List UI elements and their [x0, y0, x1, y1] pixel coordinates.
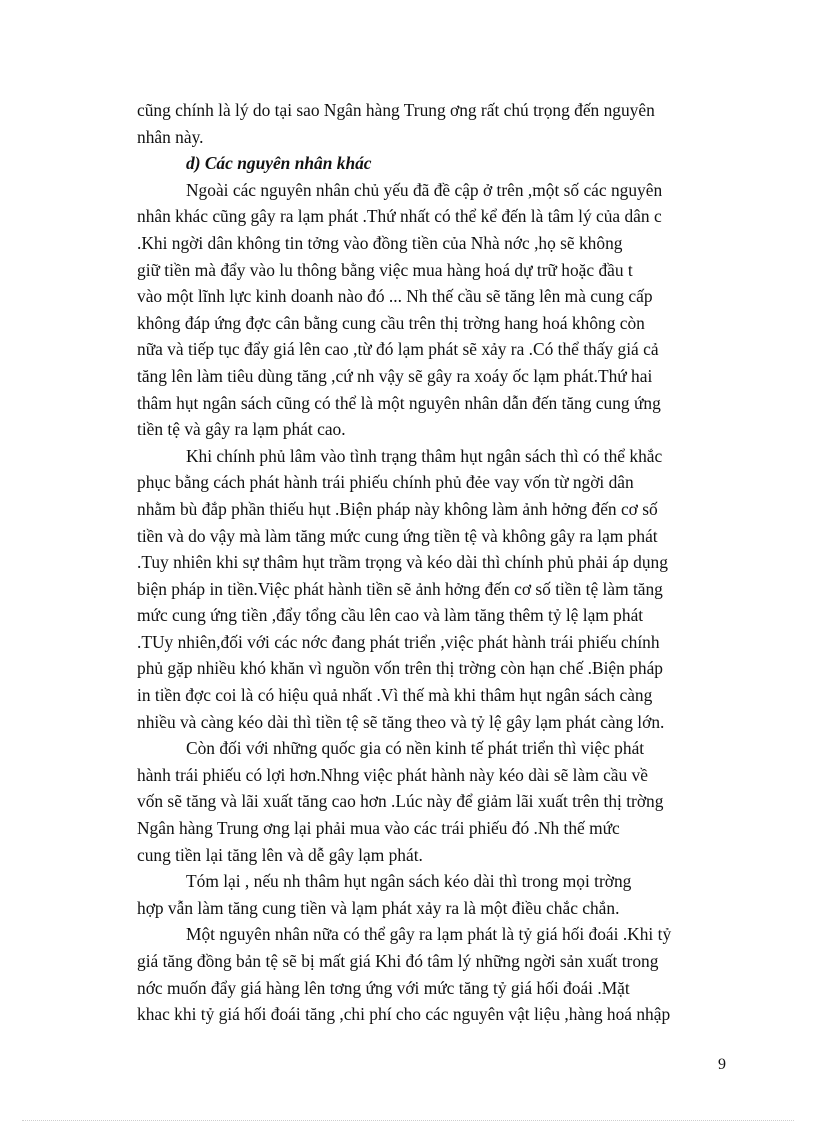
text-line: nhiều và càng kéo dài thì tiền tệ sẽ tăng theo và tỷ lệ gây lạm phát càng lớn. [137, 711, 665, 732]
text-line: vào một lĩnh lực kinh doanh nào đó ... Nh thế cầu sẽ tăng lên mà cung cấp [137, 286, 653, 307]
text-line: nhằm bù đắp phần thiếu hụt .Biện pháp này không làm ảnh hởng đến cơ số [137, 498, 658, 519]
text-line: phục bằng cách phát hành trái phiếu chính phủ đẻe vay vốn từ ngời dân [137, 472, 634, 493]
text-line: cung tiền lại tăng lên và dễ gây lạm phát. [137, 844, 423, 865]
text-line: tăng lên làm tiêu dùng tăng ,cứ nh vậy sẽ gây ra xoáy ốc lạm phát.Thứ hai [137, 365, 653, 386]
body-text [137, 97, 729, 1028]
text-line: thâm hụt ngân sách cũng có thể là một nguyên nhân dẫn đến tăng cung ứng [137, 392, 661, 413]
page-bottom-divider [22, 1120, 794, 1121]
text-line: nhân khác cũng gây ra lạm phát .Thứ nhất có thể kể đến là tâm lý của dân c [137, 206, 662, 227]
text-line: hành trái phiếu có lợi hơn.Nhng việc phát hành này kéo dài sẽ làm cầu về [137, 764, 648, 785]
text-line: biện pháp in tiền.Việc phát hành tiền sẽ ảnh hởng đến cơ số tiền tệ làm tăng [137, 578, 663, 599]
text-line: Khi chính phủ lâm vào tình trạng thâm hụt ngân sách thì có thể khắc [186, 445, 663, 466]
section-heading: d) Các nguyên nhân khác [186, 153, 372, 174]
text-line: giữ tiền mà đẩy vào lu thông bằng việc mua hàng hoá dự trữ hoặc đầu t [137, 259, 633, 280]
text-line: Ngân hàng Trung ơng lại phải mua vào các trái phiếu đó .Nh thế mức [137, 818, 620, 839]
text-line: .Tuy nhiên khi sự thâm hụt trầm trọng và kéo dài thì chính phủ phải áp dụng [137, 552, 668, 573]
text-line: Tóm lại , nếu nh thâm hụt ngân sách kéo dài thì trong mọi trờng [186, 871, 632, 892]
text-line: khac khi tỷ giá hối đoái tăng ,chi phí cho các nguyên vật liệu ,hàng hoá nhập [137, 1004, 671, 1025]
text-line: Ngoài các nguyên nhân chủ yếu đã đề cập ở trên ,một số các nguyên [186, 179, 663, 200]
text-line: nữa và tiếp tục đẩy giá lên cao ,từ đó lạm phát sẽ xảy ra .Có thể thấy giá cả [137, 339, 659, 360]
text-line: cũng chính là lý do tại sao Ngân hàng Trung ơng rất chú trọng đến nguyên [137, 100, 655, 120]
text-line: .TUy nhiên,đối với các nớc đang phát triển ,việc phát hành trái phiếu chính [137, 631, 660, 652]
text-line: phủ gặp nhiều khó khăn vì nguồn vốn trên thị trờng còn hạn chế .Biện pháp [137, 658, 663, 679]
page-number: 9 [718, 1056, 726, 1073]
text-line: .Khi ngời dân không tin tởng vào đồng tiền của Nhà nớc ,họ sẽ không [137, 232, 623, 253]
text-line: nhân này. [137, 126, 204, 147]
text-line: nớc muốn đẩy giá hàng lên tơng ứng với mức tăng tỷ giá hối đoái .Mặt [137, 977, 630, 998]
text-line: tiền và do vậy mà làm tăng mức cung ứng tiền tệ và không gây ra lạm phát [137, 525, 658, 546]
text-line: mức cung ứng tiền ,đẩy tổng cầu lên cao và làm tăng thêm tỷ lệ lạm phát [137, 605, 644, 626]
text-line: vốn sẽ tăng và lãi xuất tăng cao hơn .Lúc này để giảm lãi xuất trên thị trờng [137, 791, 664, 812]
text-line: giá tăng đồng bản tệ sẽ bị mất giá Khi đó tâm lý những ngời sản xuất trong [137, 951, 659, 971]
text-line: Một nguyên nhân nữa có thể gây ra lạm phát là tỷ giá hối đoái .Khi tỷ [186, 924, 672, 945]
text-line: Còn đối với những quốc gia có nền kinh tế phát triển thì việc phát [186, 738, 645, 759]
text-line: tiền tệ và gây ra lạm phát cao. [137, 419, 346, 440]
text-line: hợp vẫn làm tăng cung tiền và lạm phát xảy ra là một điều chắc chắn. [137, 897, 620, 918]
text-line: không đáp ứng đợc cân bằng cung cầu trên thị trờng hang hoá không còn [137, 312, 645, 333]
text-line: in tiền đợc coi là có hiệu quả nhất .Vì thế mà khi thâm hụt ngân sách càng [137, 685, 653, 706]
